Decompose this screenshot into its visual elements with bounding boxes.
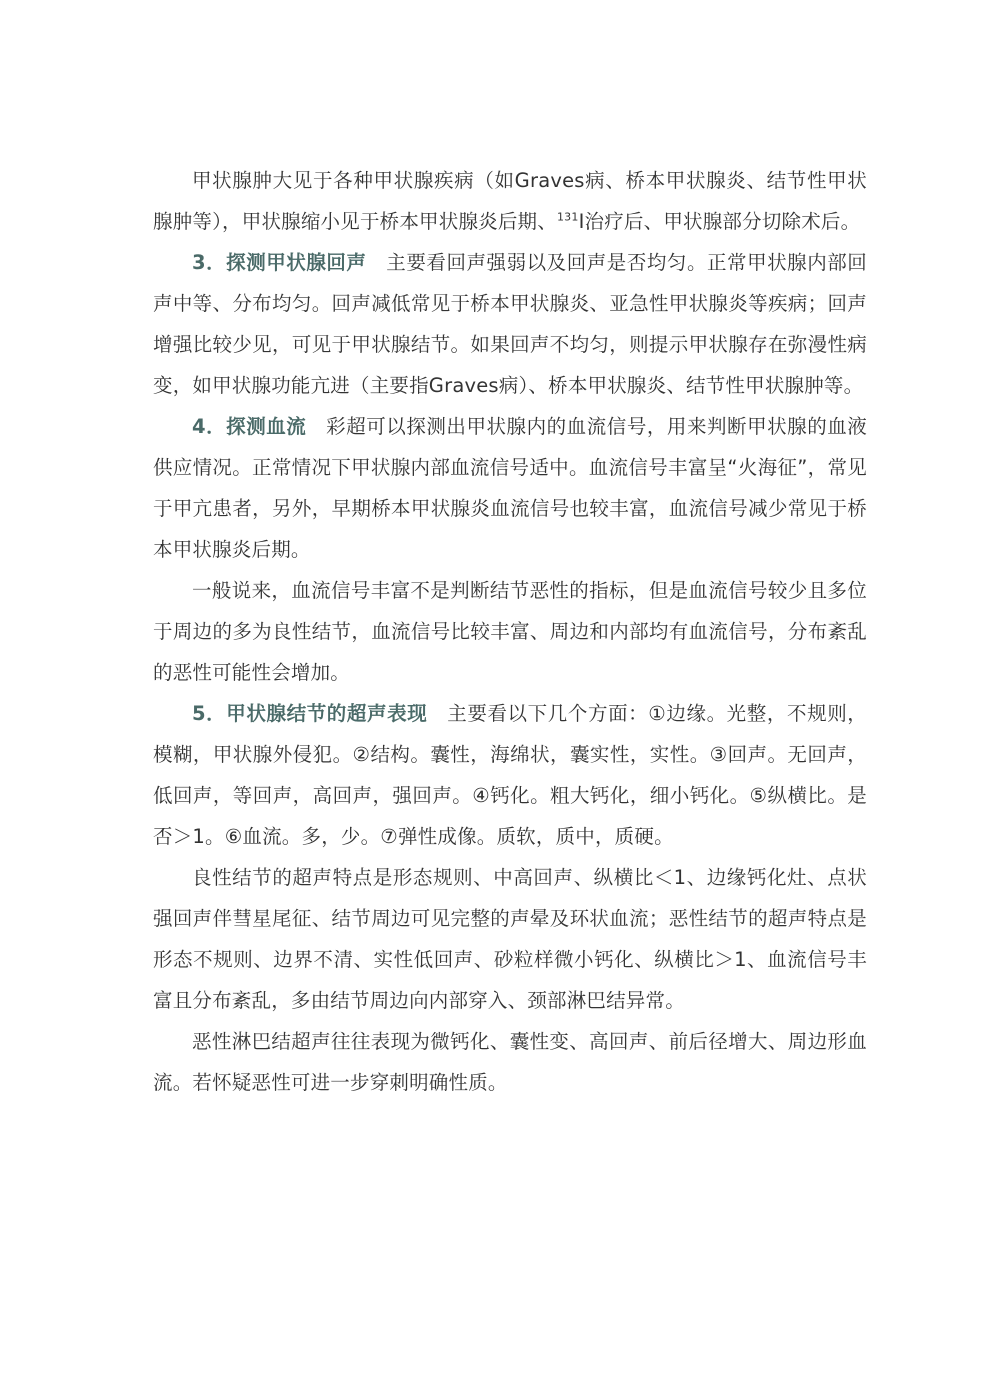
section-heading-blood-flow: 4．探测血流 xyxy=(192,415,307,438)
paragraph-flow-signal xyxy=(153,570,867,693)
paragraph-text: 主要看以下几个方面：①边缘。光整，不规则，模糊，甲状腺外侵犯。②结构。囊性，海绵状，囊实性，实性。③回声。无回声，低回声，等回声，高回声，强回声。④钙化。粗大钙化，细小钙化。⑤纵横比。是否＞1。⑥血流。多，少。⑦弹性成像。质软，质中，质硬。 xyxy=(153,702,868,848)
paragraph-text: 恶性淋巴结超声往往表现为微钙化、囊性变、高回声、前后径增大、周边形血流。若怀疑恶性可进一步穿刺明确性质。 xyxy=(153,1030,867,1094)
paragraph-benign-malignant xyxy=(153,857,867,1021)
paragraph-text: 甲状腺肿大见于各种甲状腺疾病（如Graves病、桥本甲状腺炎、结节性甲状腺肿等），甲状腺缩小见于桥本甲状腺炎后期、 xyxy=(153,169,867,233)
paragraph-text: 良性结节的超声特点是形态规则、中高回声、纵横比＜1、边缘钙化灶、点状强回声伴彗星尾征、结节周边可见完整的声晕及环状血流；恶性结节的超声特点是形态不规则、边界不清、实性低回声、砂粒样微小钙化、纵横比＞1、血流信号丰富且分布紊乱，多由结节周边向内部穿入、颈部淋巴结异常。 xyxy=(153,866,867,1012)
paragraph-lymph-node xyxy=(153,1021,867,1103)
paragraph-echo xyxy=(153,242,867,406)
paragraph-text: 彩超可以探测出甲状腺内的血流信号，用来判断甲状腺的血液供应情况。正常情况下甲状腺内部血流信号适中。血流信号丰富呈“火海征”，常见于甲亢患者，另外，早期桥本甲状腺炎血流信号也较丰富，血流信号减少常见于桥本甲状腺炎后期。 xyxy=(153,415,867,561)
paragraph-blood-flow xyxy=(153,406,867,570)
section-heading-echo: 3．探测甲状腺回声 xyxy=(192,251,367,274)
paragraph-thyroid-size xyxy=(153,160,867,242)
paragraph-text: 主要看回声强弱以及回声是否均匀。正常甲状腺内部回声中等、分布均匀。回声减低常见于桥本甲状腺炎、亚急性甲状腺炎等疾病；回声增强比较少见，可见于甲状腺结节。如果回声不均匀，则提示甲状腺存在弥漫性病变，如甲状腺功能亢进（主要指Graves病）、桥本甲状腺炎、结节性甲状腺肿等。 xyxy=(153,251,867,397)
section-heading-nodule: 5．甲状腺结节的超声表现 xyxy=(192,702,428,725)
paragraph-text: I治疗后、甲状腺部分切除术后。 xyxy=(578,210,861,233)
paragraph-text: 一般说来，血流信号丰富不是判断结节恶性的指标，但是血流信号较少且多位于周边的多为良性结节，血流信号比较丰富、周边和内部均有血流信号，分布紊乱的恶性可能性会增加。 xyxy=(153,579,867,684)
isotope-superscript: 131 xyxy=(556,210,579,224)
document-page xyxy=(153,160,867,1103)
paragraph-nodule-ultrasound xyxy=(153,693,867,857)
